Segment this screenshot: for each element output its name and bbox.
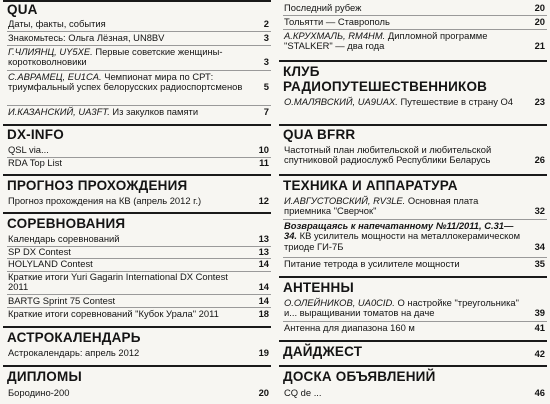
toc-entry[interactable]: QSL via... 10 xyxy=(8,144,269,155)
right-column xyxy=(279,0,547,404)
section-rule xyxy=(3,0,271,2)
toc-entry[interactable]: О.ОЛЕЙНИКОВ, UA0CID. О настройке "треугольника" и... выращивании томатов на даче 39 xyxy=(284,297,545,319)
author: И.АВГУСТОВСКИЙ, RV3LE. xyxy=(284,195,406,206)
section-rule xyxy=(3,365,271,367)
section-title-dxinfo: DX-INFO xyxy=(7,127,64,142)
page-number: 46 xyxy=(534,387,545,398)
section-rule xyxy=(279,365,547,367)
page-number: 3 xyxy=(263,56,269,68)
page-number: 13 xyxy=(258,233,269,244)
toc-entry[interactable]: О.МАЛЯВСКИЙ, UA9UAX. Путешествие в страну О4 23 xyxy=(284,96,545,107)
page-number: 10 xyxy=(258,144,269,155)
toc-entry[interactable]: RDA Top List 11 xyxy=(8,157,269,168)
section-rule xyxy=(3,326,271,328)
author: О.ОЛЕЙНИКОВ, UA0CID. xyxy=(284,297,395,308)
toc-entry[interactable]: SP DX Contest 13 xyxy=(8,246,269,257)
page-number: 3 xyxy=(263,32,269,43)
author: И.КАЗАНСКИЙ, UA3FT. xyxy=(8,106,110,117)
toc-entry[interactable]: Тольятти — Ставрополь 20 xyxy=(284,16,545,27)
toc-entry[interactable]: HOLYLAND Contest 14 xyxy=(8,258,269,269)
toc-entry[interactable]: Краткие итоги Yuri Gagarin International DX Contest 2011 14 xyxy=(8,271,269,293)
toc-entry[interactable]: Последний рубеж 20 xyxy=(284,2,545,13)
toc-entry[interactable]: Даты, факты, события 2 xyxy=(8,18,269,29)
page-number: 32 xyxy=(534,205,545,217)
author: С.АВРАМЕЦ, EU1CA. xyxy=(8,71,102,82)
page-number: 5 xyxy=(263,81,269,93)
section-title-qua-bfrr: QUA BFRR xyxy=(283,127,356,142)
section-daidzhest[interactable] xyxy=(279,345,547,361)
reprint-note: Возвращаясь к напечатанному №11/2011, С.31—34. xyxy=(284,220,514,242)
section-title-astrokalendar: АСТРОКАЛЕНДАРЬ xyxy=(7,330,141,345)
toc-entry[interactable]: С.АВРАМЕЦ, EU1CA. Чемпионат мира по СРТ: триумфальный успех белорусских радиоспортсменов 5 xyxy=(8,71,269,93)
author: О.МАЛЯВСКИЙ, UA9UAX. xyxy=(284,96,398,107)
section-title-antenny: АНТЕННЫ xyxy=(283,280,354,295)
toc-entry[interactable]: BARTG Sprint 75 Contest 14 xyxy=(8,295,269,306)
page-number: 34 xyxy=(534,240,545,252)
page-number: 14 xyxy=(258,281,269,293)
toc-entry[interactable]: Астрокалендарь: апрель 2012 19 xyxy=(8,347,269,358)
section-title-qua: QUA xyxy=(7,2,38,17)
toc-entry[interactable]: Прогноз прохождения на КВ (апрель 2012 г.) 12 xyxy=(8,195,269,206)
page-number: 19 xyxy=(258,347,269,358)
section-rule xyxy=(279,124,547,126)
page-number: 20 xyxy=(534,2,545,13)
section-rule xyxy=(279,276,547,278)
page-number: 11 xyxy=(259,157,269,168)
page-number: 26 xyxy=(534,154,545,166)
page-number: 42 xyxy=(534,348,545,359)
page-number: 18 xyxy=(258,308,269,319)
page-number: 21 xyxy=(534,40,545,52)
toc-entry[interactable]: Г.ЧЛИЯНЦ, UY5XE. Первые советские женщины-коротковолновики 3 xyxy=(8,46,269,68)
toc-entry[interactable]: И.КАЗАНСКИЙ, UA3FT. Из закулков памяти 7 xyxy=(8,106,269,117)
section-title-doska: ДОСКА ОБЪЯВЛЕНИЙ xyxy=(283,369,436,384)
section-rule xyxy=(3,212,271,214)
toc-entry[interactable]: Возвращаясь к напечатанному №11/2011, С.31—34. КВ усилитель мощности на металлокерамическом триоде ГИ-7Б 34 xyxy=(284,220,545,252)
section-title-diplomy: ДИПЛОМЫ xyxy=(7,369,82,384)
page-number: 14 xyxy=(258,295,269,306)
left-column xyxy=(3,0,271,404)
toc-entry[interactable]: Антенна для диапазона 160 м 41 xyxy=(284,322,545,333)
section-title-klub: КЛУБ РАДИОПУТЕШЕСТВЕННИКОВ xyxy=(283,64,488,94)
section-title-prognoz: ПРОГНОЗ ПРОХОЖДЕНИЯ xyxy=(7,178,188,193)
page-number: 2 xyxy=(263,18,269,29)
toc-entry[interactable]: CQ de ... 46 xyxy=(284,387,545,398)
page-number: 20 xyxy=(534,16,545,27)
section-title-tekhnika: ТЕХНИКА И АППАРАТУРА xyxy=(283,178,458,193)
section-title-sorevnovaniya: СОРЕВНОВАНИЯ xyxy=(7,216,126,231)
page-number: 23 xyxy=(534,96,545,107)
page-number: 13 xyxy=(258,246,269,257)
page-number: 20 xyxy=(258,387,269,398)
section-rule xyxy=(279,60,547,62)
section-title-daidzhest: ДАЙДЖЕСТ xyxy=(283,344,363,359)
page-number: 39 xyxy=(534,307,545,319)
toc-entry[interactable]: Календарь соревнований 13 xyxy=(8,233,269,244)
page-number: 7 xyxy=(263,106,269,117)
toc-entry[interactable]: Частотный план любительской и любительской спутниковой радиослужб Республики Беларусь 26 xyxy=(284,144,545,166)
section-rule xyxy=(279,340,547,342)
author: Г.ЧЛИЯНЦ, UY5XE. xyxy=(8,46,93,57)
toc-entry[interactable]: Знакомьтесь: Ольга Лёзная, UN8BV 3 xyxy=(8,32,269,43)
toc-entry[interactable]: Бородино-200 20 xyxy=(8,387,269,398)
section-rule xyxy=(3,174,271,176)
section-rule xyxy=(279,174,547,176)
page-number: 35 xyxy=(534,258,545,269)
toc-entry[interactable]: Питание тетрода в усилителе мощности 35 xyxy=(284,258,545,269)
toc-entry[interactable]: И.АВГУСТОВСКИЙ, RV3LE. Основная плата приемника "Сверчок" 32 xyxy=(284,195,545,217)
section-rule xyxy=(3,124,271,126)
toc-entry[interactable]: А.КРУХМАЛЬ, RM4HM. Дипломной программе "STALKER" — два года 21 xyxy=(284,30,545,52)
toc-entry[interactable]: Краткие итоги соревнований "Кубок Урала" 2011 18 xyxy=(8,308,269,319)
page-number: 12 xyxy=(258,195,269,206)
page-number: 14 xyxy=(258,258,269,269)
page-number: 41 xyxy=(534,322,545,333)
author: А.КРУХМАЛЬ, RM4HM. xyxy=(284,30,386,41)
